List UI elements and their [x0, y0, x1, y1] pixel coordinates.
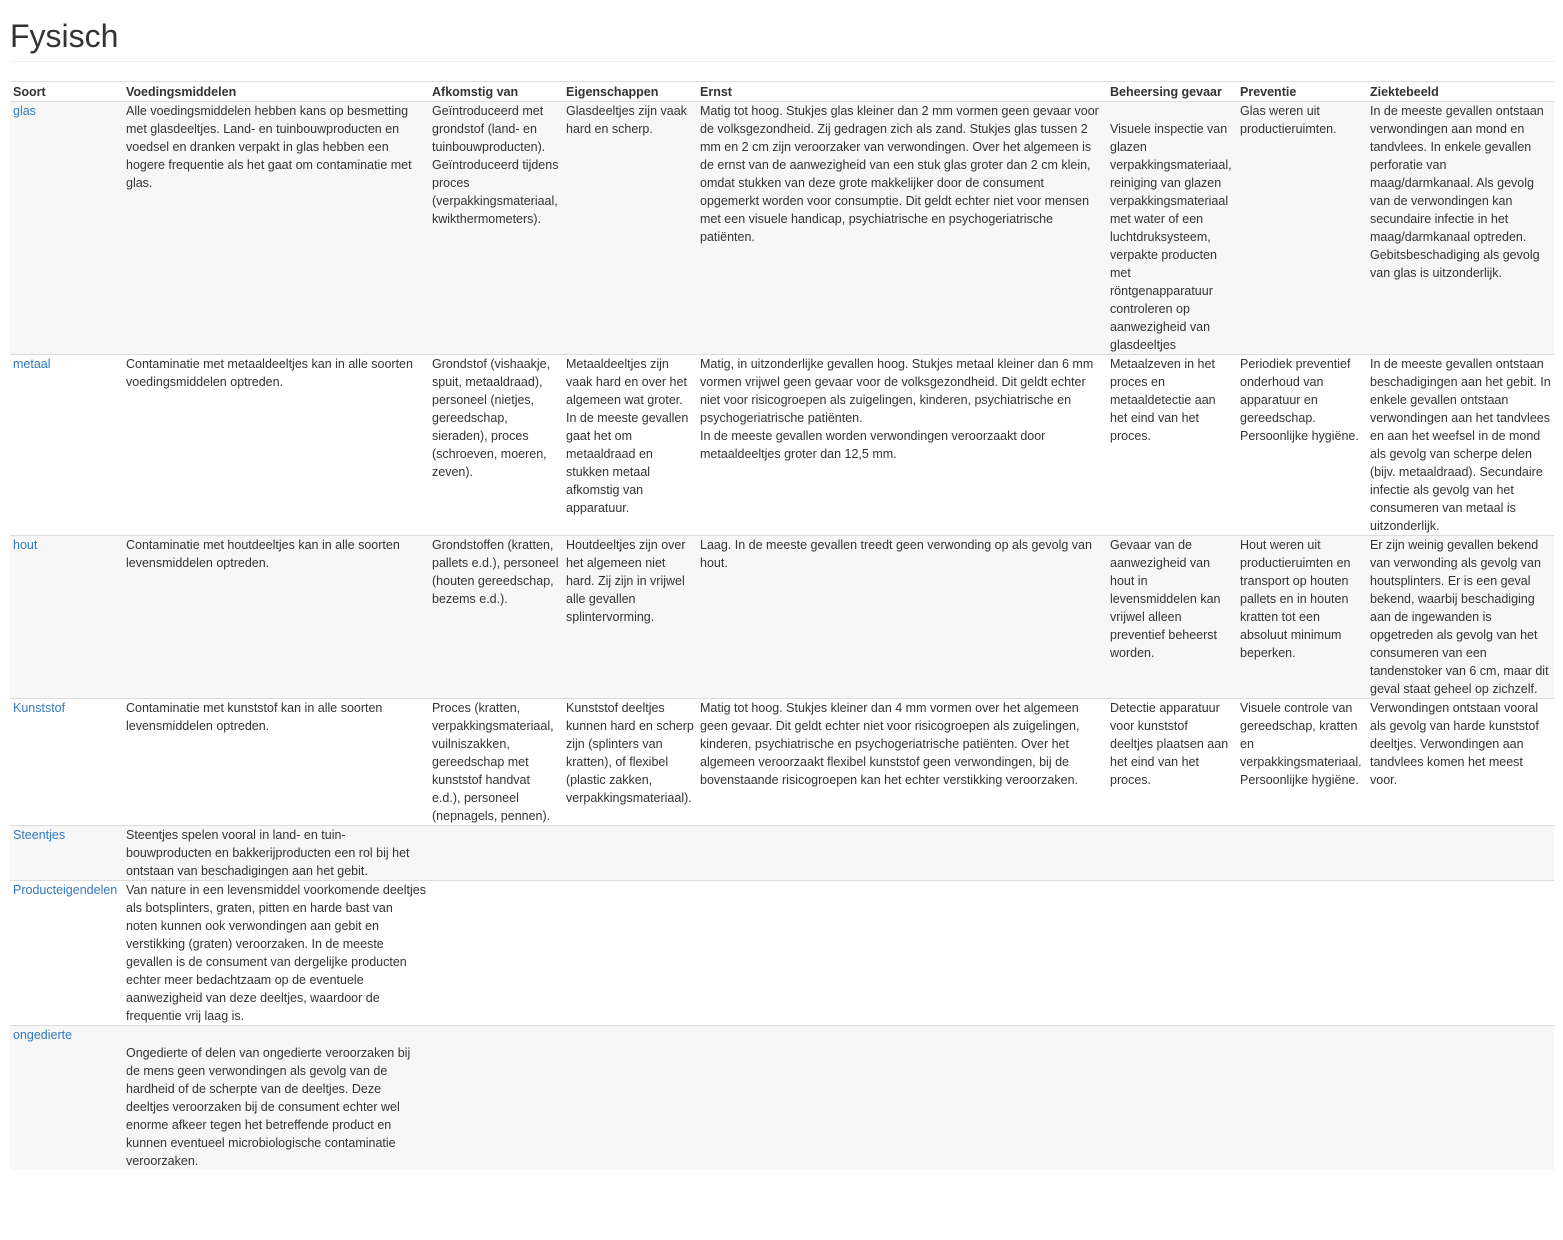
soort-link-producteigendelen[interactable]: Producteigendelen: [13, 883, 118, 897]
cell-preventie: [1237, 1026, 1367, 1171]
header-ernst: Ernst: [697, 82, 1107, 102]
table-row: [10, 1026, 1554, 1171]
cell-preventie: [1237, 881, 1367, 1026]
table-row: [10, 699, 1554, 826]
table-row: [10, 881, 1554, 1026]
cell-ernst: Matig tot hoog. Stukjes glas kleiner dan 2 mm vormen geen gevaar voor de volksgezondheid. Zij gedragen zich als zand. Stukjes glas tussen 2 mm en 2 cm zijn veroorzaker van verwondingen. Over het algemeen is de ernst van de aanwezigheid van een stuk glas groter dan 2 cm klein, omdat stukken van deze grote makkelijker door de consument opgemerkt worden voor consumptie. Dit geldt echter niet voor mensen met een visuele handicap, psychiatrische en psychogeriatrische patiënten.: [697, 102, 1107, 355]
cell-soort: [10, 102, 123, 355]
cell-soort: [10, 699, 123, 826]
cell-afkomstig-van: Geïntroduceerd met grondstof (land- en tuinbouwproducten). Geïntroduceerd tijdens proces (verpakkingsmateriaal, kwikthermometers).: [429, 102, 563, 355]
cell-eigenschappen: [563, 826, 697, 881]
cell-eigenschappen: Kunststof deeltjes kunnen hard en scherp zijn (splinters van kratten), of flexibel (plastic zakken, verpakkingsmateriaal).: [563, 699, 697, 826]
cell-ernst: [697, 355, 1107, 536]
cell-afkomstig-van: [429, 881, 563, 1026]
cell-ziektebeeld: In de meeste gevallen ontstaan beschadigingen aan het gebit. In enkele gevallen ontstaan verwondingen aan het tandvlees en aan het weefsel in de mond als gevolg van scherpe delen (bijv. metaaldraad). Secundaire infectie als gevolg van het consumeren van metaal is uitzonderlijk.: [1367, 355, 1554, 536]
cell-ziektebeeld: [1367, 881, 1554, 1026]
header-ziektebeeld: Ziektebeeld: [1367, 82, 1554, 102]
page-content: [10, 0, 1554, 1168]
header-eigenschappen: Eigenschappen: [563, 82, 697, 102]
voedingsmiddelen-text: Ongedierte of delen van ongedierte veroorzaken bij de mens geen verwondingen als gevolg van de hardheid of de scherpte van de deeltjes. Deze deeltjes veroorzaken bij de consument echter wel enorme afkeer tegen het betreffende product en kunnen eventueel microbiologische contaminatie veroorzaken.: [126, 1046, 411, 1168]
header-soort: Soort: [10, 82, 123, 102]
cell-beheersing-gevaar: Detectie apparatuur voor kunststof deeltjes plaatsen aan het eind van het proces.: [1107, 699, 1237, 826]
soort-link-steentjes[interactable]: Steentjes: [13, 828, 66, 842]
cell-ernst: [697, 826, 1107, 881]
header-beheersing-gevaar: Beheersing gevaar: [1107, 82, 1237, 102]
beheersing-text: Visuele inspectie van glazen verpakkingsmateriaal, reiniging van glazen verpakkingsmateriaal met water of een luchtdruksysteem, verpakte producten met röntgenapparatuur controleren op aanwezigheid van glasdeeltjes: [1110, 122, 1232, 352]
cell-eigenschappen: [563, 881, 697, 1026]
cell-eigenschappen: Houtdeeltjes zijn over het algemeen niet hard. Zij zijn in vrijwel alle gevallen splintervorming.: [563, 536, 697, 699]
soort-link-metaal[interactable]: metaal: [13, 357, 51, 371]
table-row: [10, 102, 1554, 355]
header-preventie: Preventie: [1237, 82, 1367, 102]
cell-ziektebeeld: Er zijn weinig gevallen bekend van verwonding als gevolg van houtsplinters. Er is een geval bekend, waarbij beschadiging aan de ingewanden is opgetreden als gevolg van het consumeren van een tandenstoker van 6 cm, maar dit geval staat geheel op zichzelf.: [1367, 536, 1554, 699]
cell-ziektebeeld: Verwondingen ontstaan vooral als gevolg van harde kunststof deeltjes. Verwondingen aan tandvlees komen het meest voor.: [1367, 699, 1554, 826]
cell-ziektebeeld: [1367, 1026, 1554, 1171]
table-row: [10, 536, 1554, 699]
cell-voedingsmiddelen: Van nature in een levensmiddel voorkomende deeltjes als botsplinters, graten, pitten en harde bast van noten kunnen ook verwondingen aan gebit en verstikking (graten) veroorzaken. In de meeste gevallen is de consument van dergelijke producten echter meer bedachtzaam op de eventuele aanwezigheid van deze deeltjes, waardoor de frequentie vrij laag is.: [123, 881, 429, 1026]
cell-soort: [10, 355, 123, 536]
cell-beheersing-gevaar: Gevaar van de aanwezigheid van hout in levensmiddelen kan vrijwel alleen preventief beheerst worden.: [1107, 536, 1237, 699]
cell-afkomstig-van: Grondstoffen (kratten, pallets e.d.), personeel (houten gereedschap, bezems e.d.).: [429, 536, 563, 699]
cell-voedingsmiddelen: Steentjes spelen vooral in land- en tuin- bouwproducten en bakkerijproducten een rol bij het ontstaan van beschadigingen aan het gebit.: [123, 826, 429, 881]
ernst-text: Matig, in uitzonderlijke gevallen hoog. Stukjes metaal kleiner dan 6 mm vormen vrijwel geen gevaar voor de volksgezondheid. Dit geldt echter niet voor risicogroepen als zuigelingen, kinderen, psychiatrische en psychogeriatrische patiënten.: [700, 357, 1094, 425]
table-row: [10, 826, 1554, 881]
table-header-row: [10, 82, 1554, 102]
cell-beheersing-gevaar: [1107, 826, 1237, 881]
table-row: [10, 355, 1554, 536]
cell-afkomstig-van: Proces (kratten, verpakkingsmateriaal, vuilniszakken, gereedschap met kunststof handvat e.d.), personeel (nepnagels, pennen).: [429, 699, 563, 826]
cell-ernst: [697, 881, 1107, 1026]
cell-voedingsmiddelen: Alle voedingsmiddelen hebben kans op besmetting met glasdeeltjes. Land- en tuinbouwproducten en voedsel en dranken verpakt in glas hebben een hogere frequentie als het gaat om contaminatie met glas.: [123, 102, 429, 355]
cell-afkomstig-van: [429, 1026, 563, 1171]
cell-afkomstig-van: Grondstof (vishaakje, spuit, metaaldraad), personeel (nietjes, gereedschap, sieraden), proces (schroeven, moeren, zeven).: [429, 355, 563, 536]
cell-soort: [10, 1026, 123, 1171]
cell-ernst: Matig tot hoog. Stukjes kleiner dan 4 mm vormen over het algemeen geen gevaar. Dit geldt echter niet voor risicogroepen als zuigelingen, kinderen, psychiatrische en psychogeriatrische patiënten. Over het algemeen veroorzaakt flexibel kunststof geen verwondingen, bij de bovenstaande risicogroepen kan het echter verstikking veroorzaken.: [697, 699, 1107, 826]
cell-preventie: Periodiek preventief onderhoud van apparatuur en gereedschap. Persoonlijke hygiëne.: [1237, 355, 1367, 536]
soort-link-ongedierte[interactable]: ongedierte: [13, 1028, 73, 1042]
cell-beheersing-gevaar: [1107, 1026, 1237, 1171]
soort-link-kunststof[interactable]: Kunststof: [13, 701, 66, 715]
cell-voedingsmiddelen: Contaminatie met houtdeeltjes kan in alle soorten levensmiddelen optreden.: [123, 536, 429, 699]
cell-eigenschappen: Metaaldeeltjes zijn vaak hard en over het algemeen wat groter. In de meeste gevallen gaat het om metaaldraad en stukken metaal afkomstig van apparatuur.: [563, 355, 697, 536]
cell-voedingsmiddelen: Contaminatie met metaaldeeltjes kan in alle soorten voedingsmiddelen optreden.: [123, 355, 429, 536]
cell-preventie: [1237, 826, 1367, 881]
cell-eigenschappen: [563, 1026, 697, 1171]
cell-beheersing-gevaar: Metaalzeven in het proces en metaaldetectie aan het eind van het proces.: [1107, 355, 1237, 536]
soort-link-hout[interactable]: hout: [13, 538, 38, 552]
ernst-extra-text: In de meeste gevallen worden verwondingen veroorzaakt door metaaldeeltjes groter dan 12,5 mm.: [700, 429, 1046, 461]
soort-link-glas[interactable]: glas: [13, 104, 36, 118]
cell-preventie: Visuele controle van gereedschap, kratten en verpakkingsmateriaal. Persoonlijke hygiëne.: [1237, 699, 1367, 826]
physical-hazards-table: [10, 81, 1554, 1170]
cell-ernst: [697, 1026, 1107, 1171]
cell-soort: [10, 826, 123, 881]
page-title: Fysisch: [10, 0, 1554, 62]
cell-ziektebeeld: In de meeste gevallen ontstaan verwondingen aan mond en tandvlees. In enkele gevallen perforatie van maag/darmkanaal. Als gevolg van de verwondingen kan secundaire infectie in het maag/darmkanaal optreden. Gebitsbeschadiging als gevolg van glas is uitzonderlijk.: [1367, 102, 1554, 355]
header-afkomstig-van: Afkomstig van: [429, 82, 563, 102]
cell-eigenschappen: Glasdeeltjes zijn vaak hard en scherp.: [563, 102, 697, 355]
cell-soort: [10, 536, 123, 699]
cell-beheersing-gevaar: [1107, 102, 1237, 355]
cell-voedingsmiddelen: Contaminatie met kunststof kan in alle soorten levensmiddelen optreden.: [123, 699, 429, 826]
cell-ernst: Laag. In de meeste gevallen treedt geen verwonding op als gevolg van hout.: [697, 536, 1107, 699]
cell-beheersing-gevaar: [1107, 881, 1237, 1026]
cell-preventie: Glas weren uit productieruimten.: [1237, 102, 1367, 355]
cell-afkomstig-van: [429, 826, 563, 881]
cell-preventie: Hout weren uit productieruimten en transport op houten pallets en in houten kratten tot een absoluut minimum beperken.: [1237, 536, 1367, 699]
cell-voedingsmiddelen: [123, 1026, 429, 1171]
cell-soort: [10, 881, 123, 1026]
cell-ziektebeeld: [1367, 826, 1554, 881]
header-voedingsmiddelen: Voedingsmiddelen: [123, 82, 429, 102]
